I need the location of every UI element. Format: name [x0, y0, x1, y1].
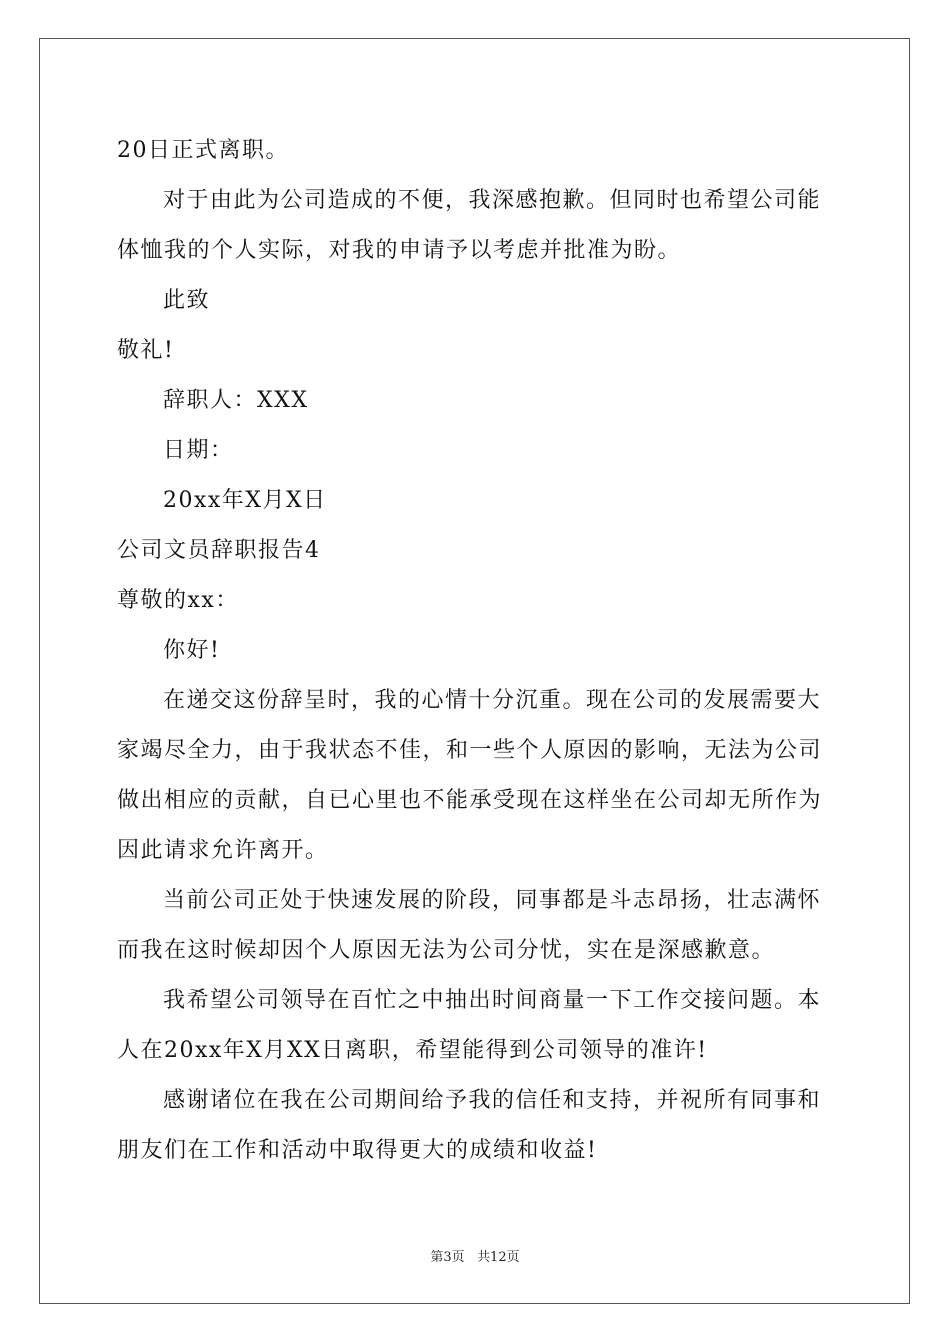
text-line: 而我在这时候却因个人原因无法为公司分忧，实在是深感歉意。 — [117, 938, 776, 963]
section-title: 公司文员辞职报告4 — [117, 538, 321, 563]
text-line: 20日正式离职。 — [117, 138, 289, 163]
greeting-hello: 你好! — [163, 638, 221, 663]
text-line: 人在20xx年X月XX日离职，希望能得到公司领导的准许! — [117, 1038, 708, 1063]
text-line: 我希望公司领导在百忙之中抽出时间商量一下工作交接问题。本 — [163, 988, 822, 1013]
text-line: 家竭尽全力，由于我状态不佳，和一些个人原因的影响，无法为公司 — [117, 738, 823, 763]
text-line: 体恤我的个人实际，对我的申请予以考虑并批准为盼。 — [117, 238, 682, 263]
text-line: 当前公司正处于快速发展的阶段，同事都是斗志昂扬，壮志满怀 — [163, 888, 822, 913]
text-line: 因此请求允许离开。 — [117, 838, 329, 863]
greeting: 尊敬的xx： — [117, 588, 239, 613]
date-value: 20xx年X月X日 — [163, 488, 327, 513]
page-number: 第3页 共12页 — [430, 1250, 520, 1265]
closing-salutation: 此致 — [163, 288, 211, 313]
closing-regards: 敬礼! — [117, 338, 175, 363]
text-line: 朋友们在工作和活动中取得更大的成绩和收益! — [117, 1138, 598, 1163]
text-line: 做出相应的贡献，自已心里也不能承受现在这样坐在公司却无所作为 — [117, 788, 823, 813]
text-line: 对于由此为公司造成的不便，我深感抱歉。但同时也希望公司能 — [163, 188, 822, 213]
text-line: 感谢诸位在我在公司期间给予我的信任和支持，并祝所有同事和 — [163, 1088, 822, 1113]
signer: 辞职人：XXX — [163, 388, 309, 413]
date-label: 日期： — [163, 438, 234, 463]
text-line: 在递交这份辞呈时，我的心情十分沉重。现在公司的发展需要大 — [163, 688, 822, 713]
document-body — [117, 126, 837, 1176]
